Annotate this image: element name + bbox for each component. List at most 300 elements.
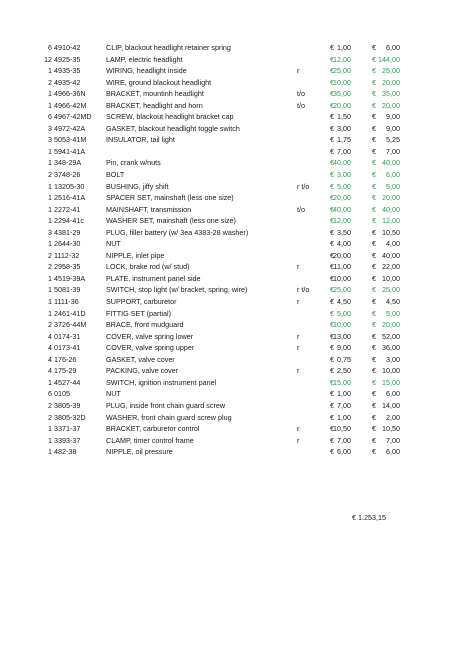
unit-price-cell: 10,50: [333, 424, 351, 434]
line-total-cell: 40,00: [382, 158, 400, 168]
unit-price-cell: 7,00: [337, 435, 351, 445]
unit-price-currency: €: [330, 285, 334, 295]
description-cell: PLUG, inside front chain guard screw: [106, 400, 226, 410]
line-total-cell: 5,00: [386, 308, 400, 318]
unit-price-currency: €: [330, 389, 334, 399]
quantity-cell: 2: [48, 262, 52, 272]
line-total-currency: €: [372, 112, 376, 122]
line-total-cell: 36,00: [382, 343, 400, 353]
part-number-cell: 4935-42: [54, 77, 81, 87]
unit-price-cell: 40,00: [333, 204, 351, 214]
status-flag-cell: r: [297, 331, 300, 341]
line-total-cell: 3,00: [386, 354, 400, 364]
unit-price-cell: 1,00: [337, 389, 351, 399]
unit-price-cell: 13,00: [333, 331, 351, 341]
line-total-cell: 7,00: [386, 146, 400, 156]
parts-row: [40, 273, 400, 285]
quantity-cell: 1: [48, 216, 52, 226]
unit-price-cell: 3,00: [337, 170, 351, 180]
line-total-currency: €: [372, 54, 376, 64]
line-total-cell: 20,00: [382, 320, 400, 330]
description-cell: COVER, valve spring upper: [106, 343, 195, 353]
line-total-cell: 7,00: [386, 435, 400, 445]
parts-row: [40, 308, 400, 320]
part-number-cell: 4967-42MD: [54, 112, 92, 122]
status-flag-cell: r: [297, 66, 300, 76]
unit-price-cell: 1,00: [337, 43, 351, 52]
description-cell: BOLT: [106, 170, 125, 180]
description-cell: NUT: [106, 389, 121, 399]
description-cell: Pin, crank w/nuts: [106, 158, 161, 168]
line-total-currency: €: [372, 366, 376, 376]
quantity-cell: 2: [48, 412, 52, 422]
line-total-cell: 10,00: [382, 366, 400, 376]
part-number-cell: 2516-41A: [54, 193, 86, 203]
status-flag-cell: r: [297, 297, 300, 307]
parts-row: [40, 377, 400, 389]
unit-price-currency: €: [330, 320, 334, 330]
description-cell: FITTIG SET (partial): [106, 308, 171, 318]
part-number-cell: 0105: [54, 389, 70, 399]
line-total-currency: €: [372, 320, 376, 330]
part-number-cell: 4381-29: [54, 227, 81, 237]
line-total-cell: 15,00: [382, 377, 400, 387]
description-cell: PLATE, instrument panel side: [106, 273, 201, 283]
unit-price-cell: 6,00: [337, 447, 351, 457]
line-total-currency: €: [372, 447, 376, 457]
line-total-cell: 4,00: [386, 239, 400, 249]
unit-price-currency: €: [330, 331, 334, 341]
description-cell: PLUG, filler battery (w/ 3ea 4383-28 washer): [106, 227, 249, 237]
description-cell: GASKET, valve cover: [106, 354, 175, 364]
status-flag-cell: r: [297, 343, 300, 353]
part-number-cell: 4527-44: [54, 377, 81, 387]
parts-row: [40, 284, 400, 296]
quantity-cell: 1: [48, 89, 52, 99]
description-cell: WIRING, headlight inside: [106, 66, 187, 76]
line-total-cell: 20,00: [382, 100, 400, 110]
quantity-cell: 1: [48, 377, 52, 387]
line-total-currency: €: [372, 389, 376, 399]
description-cell: NIPPLE, inlet pipe: [106, 250, 165, 260]
description-cell: PACKING, valve cover: [106, 366, 179, 376]
line-total-cell: 20,00: [382, 193, 400, 203]
line-total-currency: €: [372, 285, 376, 295]
line-total-currency: €: [372, 400, 376, 410]
description-cell: WIRE, ground blackout headlight: [106, 77, 212, 87]
description-cell: SCREW, blackout headlight bracket cap: [106, 112, 234, 122]
parts-row: [40, 88, 400, 100]
quantity-cell: 1: [48, 308, 52, 318]
unit-price-cell: 9,00: [337, 343, 351, 353]
unit-price-cell: 7,00: [337, 146, 351, 156]
quantity-cell: 1: [48, 100, 52, 110]
unit-price-currency: €: [330, 216, 334, 226]
quantity-cell: 3: [48, 135, 52, 145]
part-number-cell: 4925-35: [54, 54, 81, 64]
unit-price-currency: €: [330, 447, 334, 457]
quantity-cell: 1: [48, 181, 52, 191]
status-flag-cell: r: [297, 424, 300, 434]
part-number-cell: 3393-37: [54, 435, 81, 445]
line-total-currency: €: [372, 424, 376, 434]
unit-price-currency: €: [330, 193, 334, 203]
parts-row: [40, 181, 400, 193]
part-number-cell: 5081-39: [54, 285, 81, 295]
description-cell: BRACKET, mountinh headlight: [106, 89, 204, 99]
unit-price-cell: 35,00: [333, 89, 351, 99]
unit-price-currency: €: [330, 204, 334, 214]
unit-price-currency: €: [330, 227, 334, 237]
unit-price-currency: €: [330, 262, 334, 272]
unit-price-currency: €: [330, 308, 334, 318]
parts-row: [40, 342, 400, 354]
description-cell: INSULATOR, tail light: [106, 135, 175, 145]
description-cell: GASKET, blackout headlight toggle switch: [106, 123, 240, 133]
unit-price-currency: €: [330, 181, 334, 191]
unit-price-cell: 3,50: [337, 227, 351, 237]
description-cell: SWITCH, ignition instrument panel: [106, 377, 217, 387]
line-total-currency: €: [372, 354, 376, 364]
line-total-currency: €: [372, 216, 376, 226]
line-total-cell: 10,50: [382, 424, 400, 434]
parts-row: [40, 54, 400, 66]
quantity-cell: 4: [48, 354, 52, 364]
line-total-cell: 25,00: [382, 66, 400, 76]
status-flag-cell: r t/o: [297, 181, 310, 191]
quantity-cell: 1: [48, 424, 52, 434]
parts-row: [40, 365, 400, 377]
unit-price-cell: 4,50: [337, 297, 351, 307]
quantity-cell: 1: [48, 447, 52, 457]
line-total-currency: €: [372, 181, 376, 191]
line-total-currency: €: [372, 123, 376, 133]
line-total-cell: 10,50: [382, 227, 400, 237]
line-total-currency: €: [372, 412, 376, 422]
line-total-cell: 10,00: [382, 273, 400, 283]
description-cell: NUT: [106, 239, 121, 249]
parts-row: [40, 354, 400, 366]
grand-total: € 1.253,15: [352, 513, 386, 522]
part-number-cell: 348-29A: [54, 158, 82, 168]
line-total-cell: 6,00: [386, 447, 400, 457]
line-total-currency: €: [372, 170, 376, 180]
quantity-cell: 1: [48, 204, 52, 214]
unit-price-cell: 1,50: [337, 112, 351, 122]
unit-price-currency: €: [330, 123, 334, 133]
line-total-currency: €: [372, 43, 376, 52]
quantity-cell: 1: [48, 158, 52, 168]
part-number-cell: 3748-26: [54, 170, 81, 180]
part-number-cell: 4519-39A: [54, 273, 86, 283]
status-flag-cell: r: [297, 435, 300, 445]
quantity-cell: 2: [48, 77, 52, 87]
unit-price-cell: 5,00: [337, 181, 351, 191]
part-number-cell: 4966-42M: [54, 100, 87, 110]
quantity-cell: 4: [48, 343, 52, 353]
line-total-cell: 5,00: [386, 181, 400, 191]
quantity-cell: 2: [48, 400, 52, 410]
description-cell: MAINSHAFT, transmission: [106, 204, 192, 214]
description-cell: BRACE, front mudguard: [106, 320, 184, 330]
unit-price-cell: 25,00: [333, 66, 351, 76]
line-total-currency: €: [372, 308, 376, 318]
part-number-cell: 13205-30: [54, 181, 85, 191]
unit-price-cell: 0,75: [337, 354, 351, 364]
parts-row: [40, 400, 400, 412]
unit-price-currency: €: [330, 412, 334, 422]
line-total-cell: 6,00: [386, 389, 400, 399]
line-total-cell: 22,00: [382, 262, 400, 272]
description-cell: CLIP, blackout headlight retainer spring: [106, 43, 231, 52]
parts-row: [40, 261, 400, 273]
quantity-cell: 1: [48, 273, 52, 283]
unit-price-currency: €: [330, 77, 334, 87]
line-total-cell: 20,00: [382, 77, 400, 87]
unit-price-currency: €: [330, 250, 334, 260]
parts-row: [40, 204, 400, 216]
unit-price-currency: €: [330, 43, 334, 52]
part-number-cell: 1111-36: [54, 297, 79, 307]
line-total-cell: 35,00: [382, 89, 400, 99]
quantity-cell: 6: [48, 43, 52, 52]
status-flag-cell: r: [297, 366, 300, 376]
parts-row: [40, 111, 400, 123]
unit-price-cell: 12,00: [333, 54, 351, 64]
unit-price-currency: €: [330, 89, 334, 99]
description-cell: COVER, valve spring lower: [106, 331, 194, 341]
parts-row: [40, 192, 400, 204]
unit-price-cell: 5,00: [337, 308, 351, 318]
parts-row: [40, 65, 400, 77]
unit-price-currency: €: [330, 146, 334, 156]
status-flag-cell: t/o: [297, 89, 305, 99]
unit-price-currency: €: [330, 273, 334, 283]
line-total-currency: €: [372, 239, 376, 249]
part-number-cell: 4966-36N: [54, 89, 86, 99]
line-total-cell: 4,50: [386, 297, 400, 307]
quantity-cell: 1: [48, 146, 52, 156]
part-number-cell: 4935-35: [54, 66, 81, 76]
status-flag-cell: t/o: [297, 100, 305, 110]
parts-row: [40, 146, 400, 158]
part-number-cell: 2461-41D: [54, 308, 86, 318]
parts-row: [40, 296, 400, 308]
parts-row: [40, 42, 400, 54]
unit-price-currency: €: [330, 170, 334, 180]
unit-price-currency: €: [330, 54, 334, 64]
description-cell: SPACER SET, mainshaft (less one size): [106, 193, 234, 203]
part-number-cell: 175-29: [54, 366, 77, 376]
unit-price-cell: 7,00: [337, 400, 351, 410]
line-total-currency: €: [372, 435, 376, 445]
unit-price-cell: 20,00: [333, 100, 351, 110]
unit-price-cell: 10,00: [333, 273, 351, 283]
unit-price-currency: €: [330, 135, 334, 145]
quantity-cell: 4: [48, 366, 52, 376]
unit-price-cell: 40,00: [333, 158, 351, 168]
status-flag-cell: r: [297, 262, 300, 272]
line-total-currency: €: [372, 158, 376, 168]
part-number-cell: 4910-42: [54, 43, 81, 52]
quantity-cell: 3: [48, 227, 52, 237]
parts-row: [40, 169, 400, 181]
part-number-cell: 1112-32: [54, 250, 80, 260]
parts-row: [40, 77, 400, 89]
parts-row: [40, 100, 400, 112]
parts-row: [40, 446, 400, 458]
quantity-cell: 1: [48, 66, 52, 76]
quantity-cell: 2: [48, 170, 52, 180]
part-number-cell: 3805-39: [54, 400, 81, 410]
line-total-currency: €: [372, 204, 376, 214]
unit-price-cell: 20,00: [333, 193, 351, 203]
line-total-cell: 12,00: [382, 216, 400, 226]
parts-row: [40, 319, 400, 331]
unit-price-cell: 11,00: [333, 262, 351, 272]
line-total-currency: €: [372, 331, 376, 341]
line-total-cell: 9,00: [386, 123, 400, 133]
unit-price-cell: 1,75: [337, 135, 351, 145]
part-number-cell: 2294-41c: [54, 216, 84, 226]
part-number-cell: 5941-41A: [54, 146, 86, 156]
parts-row: [40, 157, 400, 169]
parts-row: [40, 215, 400, 227]
unit-price-currency: €: [330, 435, 334, 445]
part-number-cell: 2272-41: [54, 204, 81, 214]
line-total-currency: €: [372, 89, 376, 99]
description-cell: NIPPLE, oil pressure: [106, 447, 173, 457]
part-number-cell: 0174-31: [54, 331, 81, 341]
unit-price-cell: 1,00: [337, 412, 351, 422]
line-total-currency: €: [372, 193, 376, 203]
part-number-cell: 176-26: [54, 354, 77, 364]
quantity-cell: 12: [44, 54, 52, 64]
line-total-cell: 5,25: [386, 135, 400, 145]
line-total-cell: 9,00: [386, 112, 400, 122]
line-total-cell: 40,00: [382, 250, 400, 260]
description-cell: BRACKET, headlight and horn: [106, 100, 203, 110]
parts-row: [40, 412, 400, 424]
unit-price-currency: €: [330, 100, 334, 110]
unit-price-currency: €: [330, 400, 334, 410]
part-number-cell: 4972-42A: [54, 123, 86, 133]
unit-price-cell: 10,00: [333, 320, 351, 330]
parts-row: [40, 388, 400, 400]
unit-price-currency: €: [330, 377, 334, 387]
unit-price-currency: €: [330, 239, 334, 249]
unit-price-cell: 12,00: [333, 216, 351, 226]
part-number-cell: 2958-35: [54, 262, 81, 272]
unit-price-currency: €: [330, 343, 334, 353]
status-flag-cell: t/o: [297, 204, 305, 214]
status-flag-cell: r t/o: [297, 285, 310, 295]
description-cell: SUPPORT, carburetor: [106, 297, 177, 307]
parts-row: [40, 238, 400, 250]
quantity-cell: 4: [48, 331, 52, 341]
unit-price-currency: €: [330, 158, 334, 168]
parts-row: [40, 134, 400, 146]
quantity-cell: 3: [48, 123, 52, 133]
line-total-currency: €: [372, 297, 376, 307]
line-total-cell: 52,00: [382, 331, 400, 341]
description-cell: BUSHING, jiffy shift: [106, 181, 169, 191]
part-number-cell: 0173-41: [54, 343, 81, 353]
description-cell: LOCK, brake rod (w/ stud): [106, 262, 190, 272]
quantity-cell: 1: [48, 297, 52, 307]
unit-price-cell: 25,00: [333, 285, 351, 295]
quantity-cell: 2: [48, 320, 52, 330]
quantity-cell: 6: [48, 389, 52, 399]
description-cell: BRACKET, carburetor control: [106, 424, 200, 434]
line-total-cell: 6,00: [386, 43, 400, 52]
unit-price-cell: 2,50: [337, 366, 351, 376]
unit-price-currency: €: [330, 424, 334, 434]
description-cell: SWITCH, stop light (w/ bracket, spring, wire): [106, 285, 248, 295]
quantity-cell: 1: [48, 239, 52, 249]
quantity-cell: 2: [48, 250, 52, 260]
description-cell: LAMP, electric headlight: [106, 54, 183, 64]
parts-row: [40, 123, 400, 135]
part-number-cell: 3726-44M: [54, 320, 87, 330]
unit-price-cell: 4,00: [337, 239, 351, 249]
line-total-cell: 40,00: [382, 204, 400, 214]
line-total-cell: 2,00: [386, 412, 400, 422]
line-total-currency: €: [372, 227, 376, 237]
quantity-cell: 6: [48, 112, 52, 122]
description-cell: WASHER, front chain guard screw plug: [106, 412, 232, 422]
line-total-cell: 6,00: [386, 170, 400, 180]
unit-price-cell: 20,00: [333, 250, 351, 260]
line-total-currency: €: [372, 100, 376, 110]
line-total-currency: €: [372, 77, 376, 87]
line-total-currency: €: [372, 250, 376, 260]
unit-price-cell: 3,00: [337, 123, 351, 133]
description-cell: WASHER SET, mainshaft (less one size): [106, 216, 236, 226]
parts-row: [40, 435, 400, 447]
unit-price-cell: 10,00: [333, 77, 351, 87]
part-number-cell: 3371-37: [54, 424, 81, 434]
line-total-currency: €: [372, 66, 376, 76]
line-total-currency: €: [372, 377, 376, 387]
parts-row: [40, 227, 400, 239]
unit-price-currency: €: [330, 354, 334, 364]
parts-list: [40, 42, 400, 458]
part-number-cell: 3805-32D: [54, 412, 86, 422]
part-number-cell: 2644-30: [54, 239, 81, 249]
line-total-currency: €: [372, 135, 376, 145]
unit-price-currency: €: [330, 66, 334, 76]
unit-price-cell: 15,00: [333, 377, 351, 387]
part-number-cell: 5053-41M: [54, 135, 87, 145]
line-total-cell: 144,00: [378, 54, 400, 64]
quantity-cell: 1: [48, 435, 52, 445]
quantity-cell: 1: [48, 193, 52, 203]
line-total-cell: 14,00: [382, 400, 400, 410]
line-total-currency: €: [372, 343, 376, 353]
line-total-currency: €: [372, 146, 376, 156]
parts-row: [40, 250, 400, 262]
unit-price-currency: €: [330, 366, 334, 376]
quantity-cell: 1: [48, 285, 52, 295]
unit-price-currency: €: [330, 112, 334, 122]
part-number-cell: 482-38: [54, 447, 77, 457]
unit-price-currency: €: [330, 297, 334, 307]
line-total-cell: 25,00: [382, 285, 400, 295]
description-cell: CLAMP, timer control frame: [106, 435, 194, 445]
parts-row: [40, 331, 400, 343]
line-total-currency: €: [372, 262, 376, 272]
